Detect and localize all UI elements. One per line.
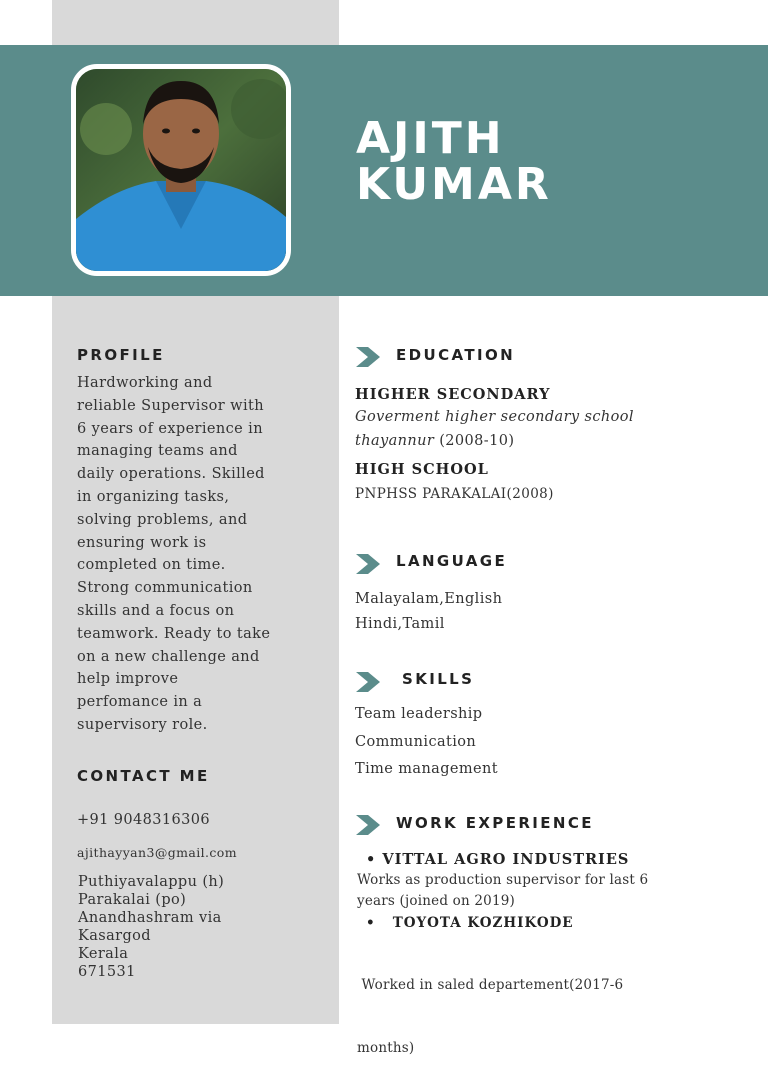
profile-line: 6 years of experience in [77,420,263,437]
job-description [357,870,648,912]
profile-line: solving problems, and [77,511,248,528]
profile-line: supervisory role. [77,716,208,733]
job-company-name: TOYOTA KOZHIKODE [392,915,574,931]
profile-line: skills and a focus on [77,602,235,619]
language-line: Hindi,Tamil [355,616,445,632]
job-company [366,849,629,872]
chevron-icon [356,347,382,367]
bullet-icon: • [366,915,393,931]
job-company [366,912,574,935]
chevron-icon [356,815,382,835]
bullet-icon: • [366,851,383,868]
profile-title: PROFILE [77,346,165,364]
skills-title: SKILLS [402,670,475,688]
job-desc-line: months) [357,1040,415,1056]
address-line: Puthiyavalappu (h) [78,874,225,890]
work-title: WORK EXPERIENCE [396,814,594,832]
high-school-label: HIGH SCHOOL [355,461,489,478]
address-line: Anandhashram via [78,910,222,926]
candidate-name [356,113,552,210]
job-desc-line: years (joined on 2019) [357,893,515,909]
job-description [357,933,623,1080]
last-name: KUMAR [356,159,552,210]
profile-line: daily operations. Skilled [77,466,265,483]
language-line: Malayalam,English [355,591,503,607]
profile-text [77,372,327,737]
skill-item: Time management [355,761,498,777]
address-line: 671531 [78,964,136,980]
education-title: EDUCATION [396,346,516,364]
contact-email[interactable]: ajithayyan3@gmail.com [77,845,237,860]
profile-line: on a new challenge and [77,648,260,665]
profile-line: help improve [77,671,179,688]
higher-secondary-years: (2008-10) [439,433,515,449]
first-name: AJITH [356,113,505,164]
address-line: Parakalai (po) [78,892,187,908]
profile-line: ensuring work is [77,534,207,551]
profile-line: completed on time. [77,557,226,574]
profile-line: perfomance in a [77,694,203,711]
skills-list [355,701,498,784]
profile-line: Strong communication [77,580,253,597]
language-list [355,587,502,637]
higher-secondary-school: Goverment higher secondary school [355,409,634,425]
profile-line: teamwork. Ready to take [77,625,271,642]
profile-line: managing teams and [77,443,238,460]
job-company-name: VITTAL AGRO INDUSTRIES [382,851,630,868]
skill-item: Communication [355,733,477,750]
job-desc-line: Worked in saled departement(2017-6 [357,977,624,993]
profile-line: Hardworking and [77,375,213,391]
skill-item: Team leadership [355,706,483,722]
contact-title: CONTACT ME [77,767,210,785]
chevron-icon [356,554,382,574]
high-school-detail: PNPHSS PARAKALAI(2008) [355,486,554,502]
higher-secondary-line2 [355,430,514,453]
profile-line: in organizing tasks, [77,488,230,505]
job-desc-line: Works as production supervisor for last 6 [357,872,649,888]
address-line: Kasargod [78,928,151,944]
profile-photo [71,64,291,276]
contact-address [78,873,224,981]
language-title: LANGUAGE [396,552,508,570]
higher-secondary-place: thayannur [355,433,435,449]
avatar-illustration [76,69,286,271]
higher-secondary-label: HIGHER SECONDARY [355,386,551,403]
profile-line: reliable Supervisor with [77,397,264,414]
contact-phone[interactable]: +91 9048316306 [77,812,211,828]
address-line: Kerala [78,946,129,962]
chevron-icon [356,672,382,692]
